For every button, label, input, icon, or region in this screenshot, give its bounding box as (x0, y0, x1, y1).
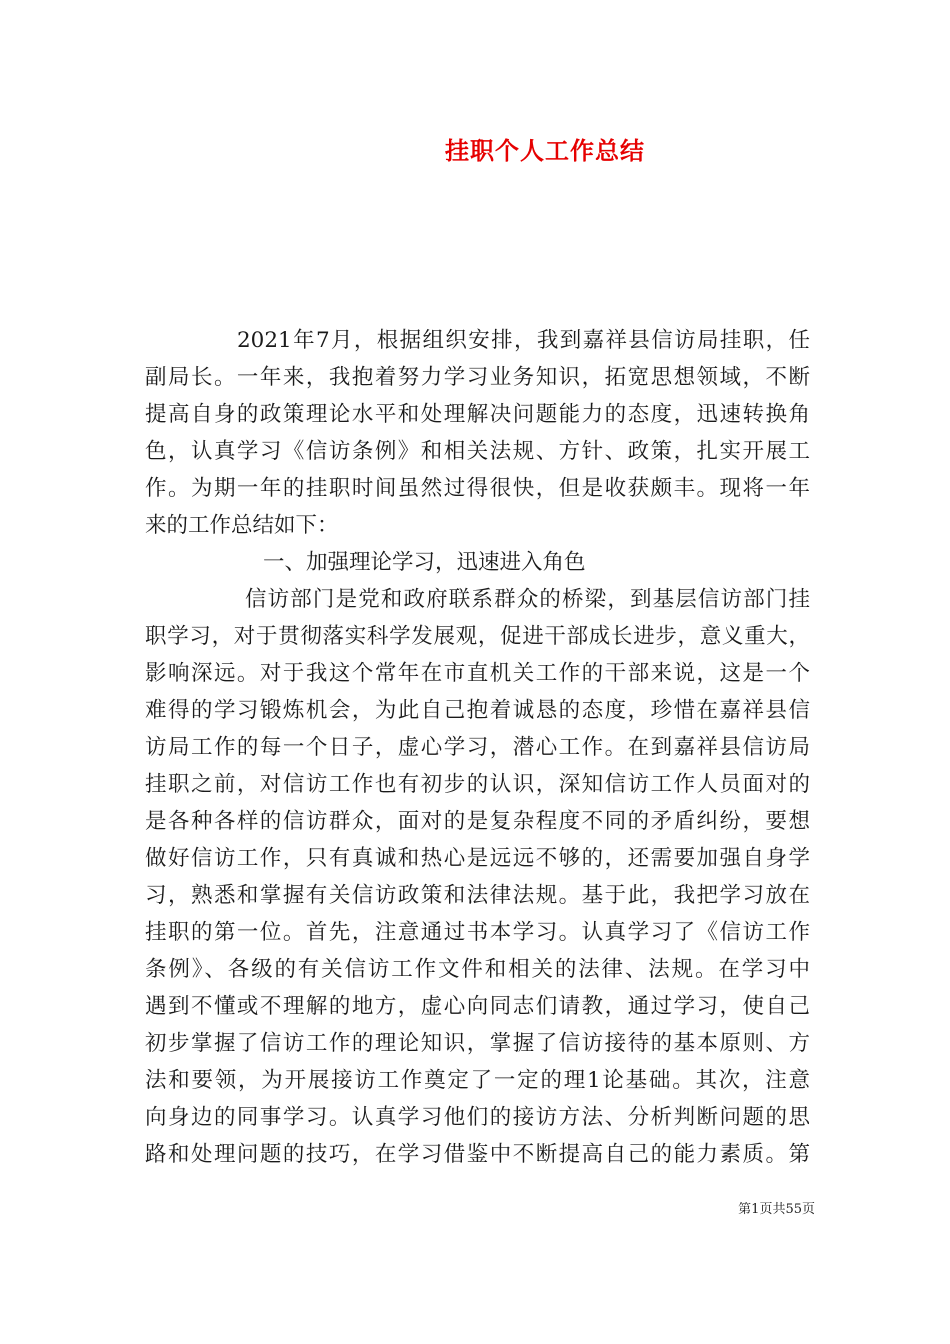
document-body (145, 322, 810, 1173)
text-line: 提高自身的政策理论水平和处理解决问题能力的态度，迅速转换角 (145, 402, 810, 427)
text-line: 难得的学习锻炼机会，为此自己抱着诚恳的态度，珍惜在嘉祥县信 (145, 698, 810, 723)
page-number-footer: 第1页共55页 (738, 1202, 815, 1217)
text-line: 习，熟悉和掌握有关信访政策和法律法规。基于此，我把学习放在 (145, 883, 810, 908)
text-line: 副局长。一年来，我抱着努力学习业务知识，拓宽思想领域，不断 (145, 365, 810, 390)
text-line: 色，认真学习《信访条例》和相关法规、方针、政策，扎实开展工 (145, 439, 810, 464)
text-line: 法和要领，为开展接访工作奠定了一定的理1论基础。其次，注意 (145, 1068, 810, 1093)
text-line: 影响深远。对于我这个常年在市直机关工作的干部来说，这是一个 (145, 661, 810, 686)
text-line: 是各种各样的信访群众，面对的是复杂程度不同的矛盾纠纷，要想 (145, 809, 810, 834)
text-line: 路和处理问题的技巧，在学习借鉴中不断提高自己的能力素质。第 (145, 1142, 810, 1167)
text-line: 挂职的第一位。首先，注意通过书本学习。认真学习了《信访工作 (145, 920, 810, 945)
text-line: 初步掌握了信访工作的理论知识，掌握了信访接待的基本原则、方 (145, 1031, 810, 1056)
text-line: 来的工作总结如下： (145, 513, 339, 538)
document-title: 挂职个人工作总结 (445, 136, 645, 165)
text-line: 挂职之前，对信访工作也有初步的认识，深知信访工作人员面对的 (145, 772, 810, 797)
text-line: 遇到不懂或不理解的地方，虚心向同志们请教，通过学习，使自己 (145, 994, 810, 1019)
text-line: 访局工作的每一个日子，虚心学习，潜心工作。在到嘉祥县信访局 (145, 735, 810, 760)
section-heading: 一、加强理论学习，迅速进入角色 (263, 550, 586, 575)
text-line: 向身边的同事学习。认真学习他们的接访方法、分析判断问题的思 (145, 1105, 810, 1130)
text-line: 信访部门是党和政府联系群众的桥梁，到基层信访部门挂 (245, 587, 810, 612)
text-line: 职学习，对于贯彻落实科学发展观，促进干部成长进步，意义重大， (145, 624, 810, 649)
text-line: 2021年7月，根据组织安排，我到嘉祥县信访局挂职，任 (237, 328, 810, 353)
text-line: 做好信访工作，只有真诚和热心是远远不够的，还需要加强自身学 (145, 846, 810, 871)
text-line: 作。为期一年的挂职时间虽然过得很快，但是收获颇丰。现将一年 (145, 476, 810, 501)
text-line: 条例》、各级的有关信访工作文件和相关的法律、法规。在学习中 (145, 957, 810, 982)
